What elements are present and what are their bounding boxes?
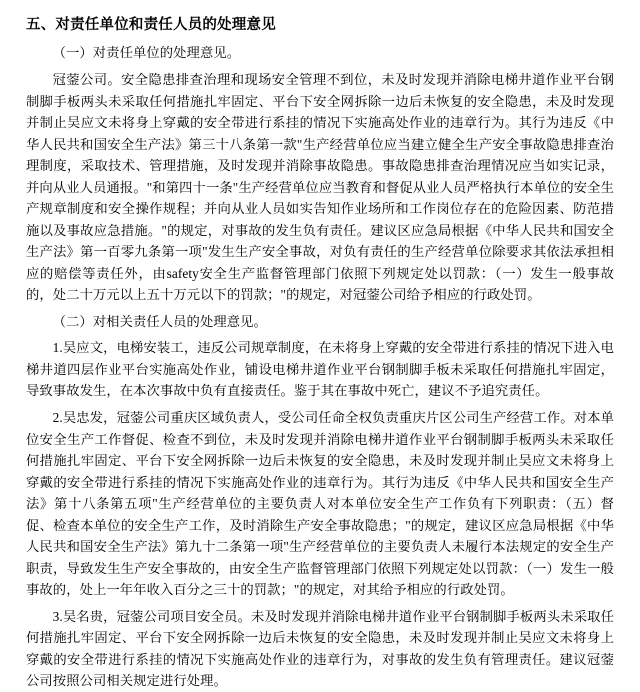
paragraph-2: 冠蓥公司。安全隐患排查治理和现场安全管理不到位，未及时发现并消除电梯井道作业平台钢制脚手板两头未采取任何措施扎牢固定、平台下安全网拆除一边后未恢复的安全隐患，未及时发现并制止吴应文未将身上穿戴的安全带进行系挂的情况下实施高处作业的违章行为。其行为违反《中华人民共和国安全生产法》第三十八条第一款"生产经营单位应当建立健全生产安全事故隐患排查治理制度，采取技术、管理措施，及时发现并消除事故隐患。事故隐患排查治理情况应当如实记录，并向从业人员通报。"和第四十一条"生产经营单位应当教育和督促从业人员严格执行本单位的安全生产规章制度和安全操作规程；并向从业人员如实告知作业场所和工作岗位存在的危险因素、防范措施以及事故应急措施。"的规定，对事故的发生负有责任。建议区应急局根据《中华人民共和国安全生产法》第一百零九条第一项"发生生产安全事故，对负有责任的生产经营单位除要求其依法承担相应的赔偿等责任外，由safety安全生产监督管理部门依照下列规定处以罚款：（一）发生一般事故的，处二十万元以上五十万元以下的罚款；"的规定，对冠蓥公司给予相应的行政处罚。	[26, 72, 614, 303]
section-heading: 五、对责任单位和责任人员的处理意见	[26, 17, 276, 33]
paragraph-5: 2.吴忠发，冠蓥公司重庆区域负责人，受公司任命全权负责重庆片区公司生产经营工作。对本单位安全生产工作督促、检查不到位，未及时发现并消除电梯井道作业平台钢制脚手板两头未采取任何措施扎牢固定、平台下安全网拆除一边后未恢复的安全隐患，未及时发现并制止吴应文未将身上穿戴的安全带进行系挂的情况下实施高处作业的违章行为。其行为违反《中华人民共和国安全生产法》第十八条第五项"生产经营单位的主要负责人对本单位安全生产工作负有下列职责：（五）督促、检查本单位的安全生产工作，及时消除生产安全事故隐患；"的规定，建议区应急局根据《中华人民共和国安全生产法》第九十二条第一项"生产经营单位的主要负责人未履行本法规定的安全生产职责，导致发生生产安全事故的，由安全生产监督管理部门依照下列规定处以罚款：（一）发生一般事故的，处上一年年收入百分之三十的罚款；"的规定，对其给予相应的行政处罚。	[26, 409, 614, 598]
paragraph-3: （二）对相关责任人员的处理意见。	[52, 313, 267, 329]
paragraph-6: 3.吴名贵，冠蓥公司项目安全员。未及时发现并消除电梯井道作业平台钢制脚手板两头未采取任何措施扎牢固定、平台下安全网拆除一边后未恢复的安全隐患，未及时发现并制止吴应文未将身上穿戴的安全带进行系挂的情况下实施高处作业的违章行为，对事故的发生负有管理责任。建议冠蓥公司按照公司相关规定进行处理。	[26, 608, 614, 689]
paragraph-1: （一）对责任单位的处理意见。	[52, 45, 241, 61]
paragraph-4: 1.吴应文，电梯安装工，违反公司规章制度，在未将身上穿戴的安全带进行系挂的情况下进入电梯井道四层作业平台实施高处作业，铺设电梯井道作业平台钢制脚手板未采取任何措施扎牢固定，导致事故发生，在本次事故中负有直接责任。鉴于其在事故中死亡，建议不予追究责任。	[26, 340, 614, 399]
